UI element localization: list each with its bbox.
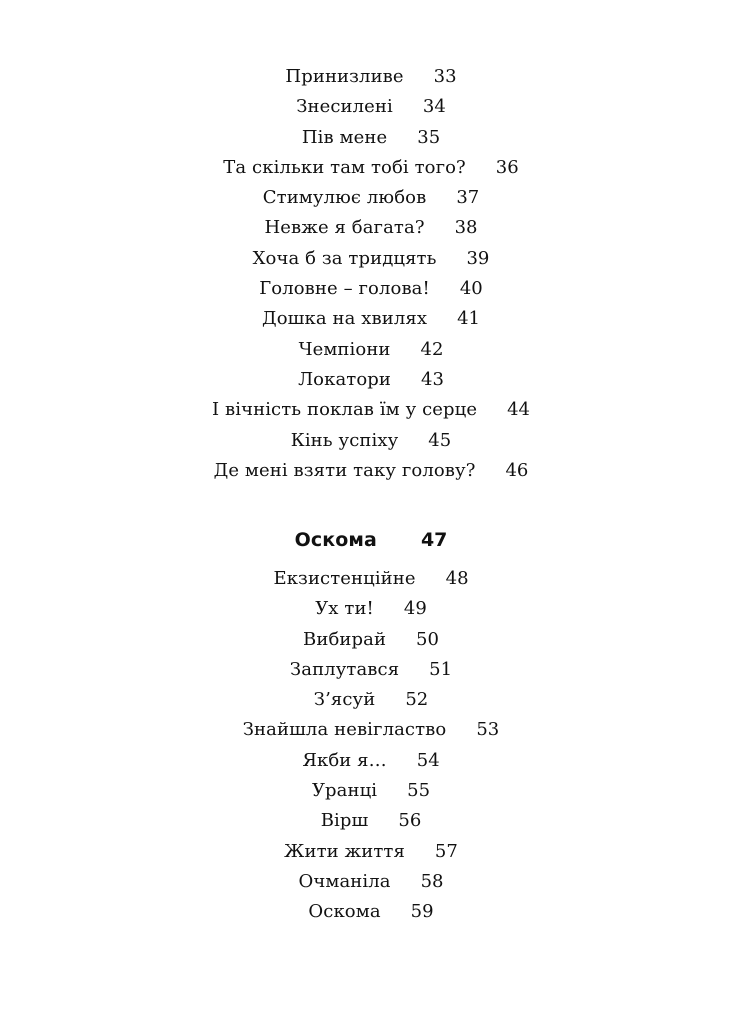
toc-entry: [0, 594, 742, 624]
entry-title: Очманіла: [298, 870, 391, 892]
entry-title: Хоча б за тридцять: [252, 247, 437, 269]
entry-page-number: 39: [466, 247, 490, 269]
entry-title: Чемпіони: [298, 338, 391, 360]
entry-page-number: 55: [407, 780, 431, 802]
toc-entry: [0, 564, 742, 594]
entry-title: Вірш: [320, 810, 369, 832]
entry-page-number: 43: [421, 368, 444, 390]
entry-page-number: 44: [507, 399, 531, 421]
toc-entry: [0, 123, 742, 153]
toc-entries-after-section: [0, 564, 742, 928]
toc-entry: [0, 183, 742, 213]
entry-page-number: 56: [398, 810, 422, 832]
entry-title: І вічність поклав їм у серце: [211, 399, 478, 421]
entry-page-number: 48: [445, 568, 469, 589]
entry-title: Пів мене: [301, 126, 388, 148]
toc-entry: [0, 213, 742, 243]
entry-title: Оскома: [308, 901, 381, 923]
entry-page-number: 42: [420, 338, 444, 360]
entry-page-number: 33: [433, 66, 457, 87]
entry-title: Та скільки там тобі того?: [223, 156, 466, 178]
entry-title: Жити життя: [284, 840, 405, 862]
toc-entry: [0, 456, 742, 486]
toc-entry: [0, 685, 742, 715]
toc-entry: [0, 395, 742, 425]
entry-title: Екзистенційне: [273, 568, 416, 589]
entry-page-number: 41: [457, 308, 480, 330]
toc-entry: [0, 365, 742, 395]
toc-entries-before-section: [0, 62, 742, 486]
entry-page-number: 58: [420, 870, 444, 892]
entry-title: Принизливе: [285, 66, 404, 87]
entry-page-number: 57: [434, 840, 458, 862]
entry-page-number: 52: [405, 689, 429, 711]
entry-title: Знайшла невігластво: [242, 719, 447, 741]
toc-entry: [0, 304, 742, 334]
entry-page-number: 38: [454, 217, 478, 239]
entry-title: Якби я…: [302, 749, 387, 771]
toc-entry: [0, 426, 742, 456]
toc-entry: [0, 62, 742, 92]
entry-title: Заплутався: [289, 658, 400, 680]
entry-page-number: 54: [416, 749, 440, 771]
toc-entry: [0, 274, 742, 304]
entry-title: Локатори: [298, 368, 392, 390]
entry-page-number: 50: [416, 628, 439, 650]
toc-entry: [0, 867, 742, 897]
section-page-number: 47: [420, 529, 448, 551]
entry-title: Стимулює любов: [262, 187, 427, 209]
toc-entry: [0, 776, 742, 806]
entry-title: Головне – голова!: [259, 278, 430, 300]
entry-page-number: 35: [417, 126, 441, 148]
toc-entry: [0, 335, 742, 365]
entry-page-number: 51: [429, 658, 453, 680]
toc-section-heading: [0, 523, 742, 557]
entry-title: Кінь успіху: [290, 429, 399, 451]
toc-entry: [0, 625, 742, 655]
entry-title: Дошка на хвилях: [262, 308, 428, 330]
entry-page-number: 34: [422, 96, 446, 118]
toc-entry: [0, 244, 742, 274]
toc-entry: [0, 806, 742, 836]
entry-page-number: 40: [459, 278, 483, 300]
entry-page-number: 53: [476, 719, 500, 741]
entry-page-number: 49: [403, 598, 427, 620]
toc-entry: [0, 897, 742, 927]
toc-entry: [0, 715, 742, 745]
entry-page-number: 46: [505, 459, 529, 481]
section-title: Оскома: [294, 529, 377, 551]
entry-page-number: 59: [410, 901, 434, 923]
toc-entry: [0, 92, 742, 122]
entry-page-number: 45: [428, 429, 452, 451]
entry-page-number: 37: [456, 187, 480, 209]
entry-title: Вибирай: [303, 628, 387, 650]
entry-title: Де мені взяти таку голову?: [213, 459, 476, 481]
entry-title: Ух ти!: [315, 598, 374, 620]
toc-entry: [0, 746, 742, 776]
entry-title: З’ясуй: [313, 689, 376, 711]
entry-title: Невже я багата?: [264, 217, 425, 239]
entry-title: Знесилені: [296, 96, 393, 118]
toc-entry: [0, 655, 742, 685]
entry-title: Уранці: [311, 780, 378, 802]
toc-entry: [0, 153, 742, 183]
toc-entry: [0, 837, 742, 867]
entry-page-number: 36: [495, 156, 519, 178]
